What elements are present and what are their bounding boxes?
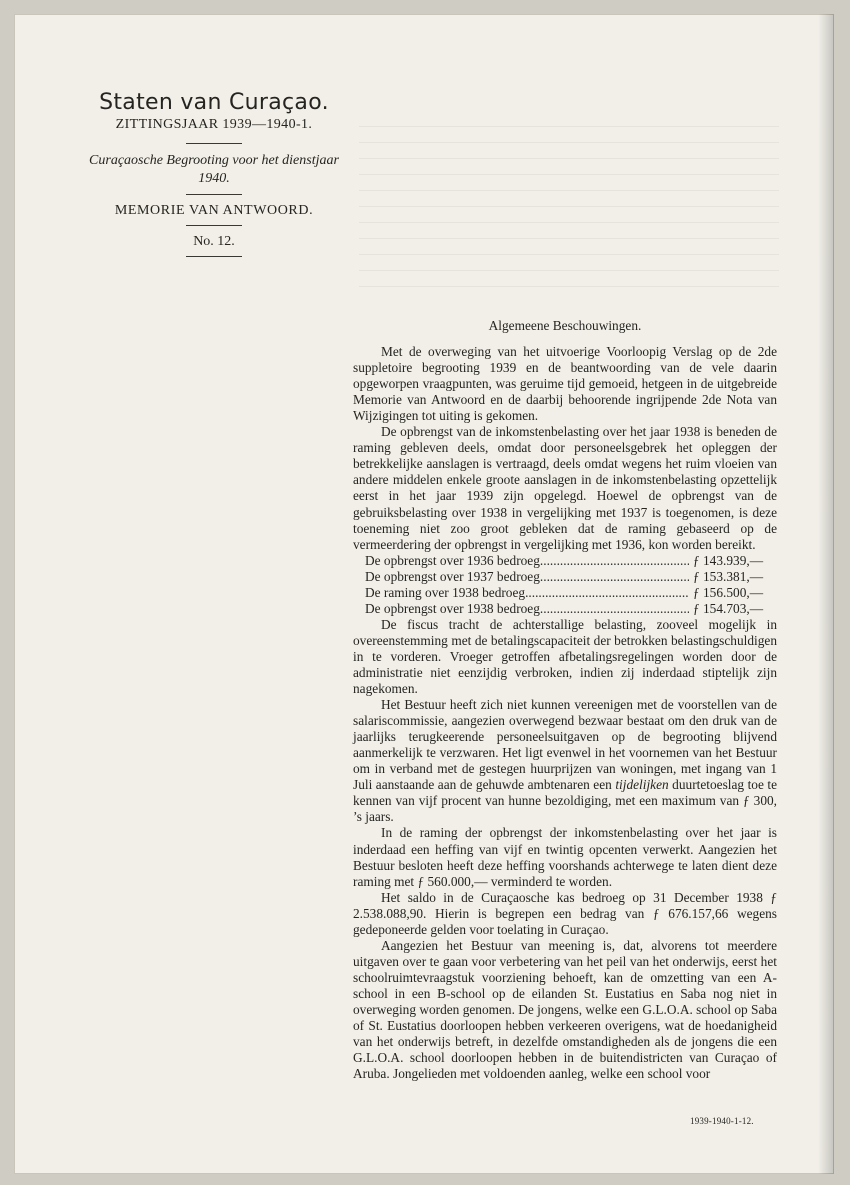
- page-edge-shadow: [818, 14, 834, 1174]
- ledger-row: [353, 553, 777, 569]
- ledger-label: De raming over 1938 bedroeg: [365, 584, 526, 600]
- leader-dots: [525, 585, 689, 601]
- document-code: 1939-1940-1-12.: [690, 1116, 754, 1126]
- divider: [186, 143, 242, 144]
- paragraph: In de raming der opbrengst der inkomstenbelasting over het jaar is inderdaad een heffing van vijf en twintig opcenten verwerkt. Aangezien het Bestuur besloten heeft deze heffing voorshands achterwege te laten dient deze raming met ƒ 560.000,— verminderd te worden.: [353, 825, 777, 889]
- ledger-label: De opbrengst over 1938 bedroeg: [365, 600, 540, 616]
- ledger-value: ƒ 143.939,—: [693, 552, 764, 568]
- paragraph: De opbrengst van de inkomstenbelasting over het jaar 1938 is beneden de raming gebleven deels, omdat door personeelsgebrek het opleggen der betrekkelijke aanslagen is vertraagd, deels omdat wegens het ruim vloeien van andere middelen enkele groote aanslagen in de inkomstenbelasting opzettelijk eerst in het jaar 1939 zijn opgelegd. Hoewel de opbrengst van de gebruiksbelasting over 1938 in vergelijking met 1937 is toegenomen, is deze toeneming niet zoo groot gebleken dat de raming gebaseerd op de vermeerdering der opbrengst in vergelijking met 1936, kon worden bereikt.: [353, 424, 777, 552]
- ledger-row: [353, 585, 777, 601]
- divider: [186, 256, 242, 257]
- revenue-ledger: [353, 553, 777, 617]
- paragraph: De fiscus tracht de achterstallige belasting, zooveel mogelijk in overeenstemming met de betalingscapaciteit der betrokken belastingschuldigen in te vorderen. Vroeger getroffen afbetalingsregelingen worden door de administratie niet eenzijdig verbroken, indien zij inderdaad stiptelijk zijn nagekomen.: [353, 616, 777, 697]
- document-body: [353, 318, 777, 1082]
- document-type: MEMORIE VAN ANTWOORD.: [114, 203, 314, 218]
- budget-title-line2: 1940.: [198, 171, 230, 186]
- show-through-text: [359, 126, 779, 296]
- paragraph: Het saldo in de Curaçaosche kas bedroeg op 31 December 1938 ƒ 2.538.088,90. Hierin is begrepen een bedrag van ƒ 676.157,66 wegens gedeponeerde gelden voor toelating in Curaçao.: [353, 889, 777, 937]
- divider: [186, 194, 242, 195]
- divider: [186, 225, 242, 226]
- emphasis: tijdelijken: [615, 777, 669, 793]
- paragraph-text: Het Bestuur heeft zich niet kunnen vereenigen met de voorstellen van de salariscommissie, aangezien overwegend bezwaar bestaat om den druk van de jaarlijks terugkeerende personeelsuitgaven op de begrooting blijvend aanmerkelijk te verzwaren. Het ligt evenwel in het voornemen van het Bestuur om in verband met de gestegen huurprijzen van woningen, met ingang van 1 Juli aanstaande aan de gehuwde ambtenaren een: [353, 697, 777, 793]
- paragraph: Met de overweging van het uitvoerige Voorloopig Verslag op de 2de suppletoire begrooting 1939 en de beantwoording van de vele daarin opgeworpen vraagpunten, was geruime tijd gemoeid, hetgeen in de uitgebreide Memorie van Antwoord en de daarbij behoorende ingrijpende 2de Nota van Wijzigingen tot uiting is gekomen.: [353, 344, 777, 424]
- leader-dots: [540, 601, 689, 617]
- document-number: No. 12.: [193, 234, 235, 249]
- ledger-label: De opbrengst over 1937 bedroeg: [365, 568, 540, 584]
- document-page: [14, 14, 834, 1174]
- budget-title-line1: Curaçaosche Begrooting voor het dienstjaar: [89, 153, 339, 168]
- leader-dots: [540, 553, 689, 569]
- section-heading: Algemeene Beschouwingen.: [488, 318, 642, 333]
- parliament-title: Staten van Curaçao.: [99, 90, 329, 115]
- session-year: ZITTINGSJAAR 1939—1940-1.: [115, 117, 313, 132]
- ledger-value: ƒ 156.500,—: [693, 584, 764, 600]
- paragraph: Aangezien het Bestuur van meening is, dat, alvorens tot meerdere uitgaven over te gaan voor verbetering van het peil van het onderwijs, eerst het schoolruimtevraagstuk voorziening behoeft, kan de omzetting van een A-school in een B-school op de eilanden St. Eustatius en Saba nog niet in overweging worden genomen. De jongens, welke een G.L.O.A. school op Saba of St. Eustatius doorloopen hebben verkeeren overigens, wat de hoedanigheid van het onderwijs betreft, in dezelfde omstandigheden als de jongens die een G.L.O.A. school doorloopen hebben in de buitendistricten van Curaçao of Aruba. Jongelieden met voldoenden aanleg, welke een school voor: [353, 937, 777, 1082]
- ledger-value: ƒ 154.703,—: [693, 600, 764, 616]
- paragraph-text: duurtetoeslag toe te kennen van vijf procent van hunne bezoldiging, met een maximum van ƒ 300, ’s jaars.: [353, 777, 777, 825]
- ledger-row: [353, 601, 777, 617]
- document-header: [69, 90, 359, 263]
- ledger-label: De opbrengst over 1936 bedroeg: [365, 552, 540, 568]
- ledger-row: [353, 569, 777, 585]
- leader-dots: [540, 569, 689, 585]
- ledger-value: ƒ 153.381,—: [693, 568, 764, 584]
- budget-title: [69, 152, 359, 188]
- paragraph: [353, 697, 777, 825]
